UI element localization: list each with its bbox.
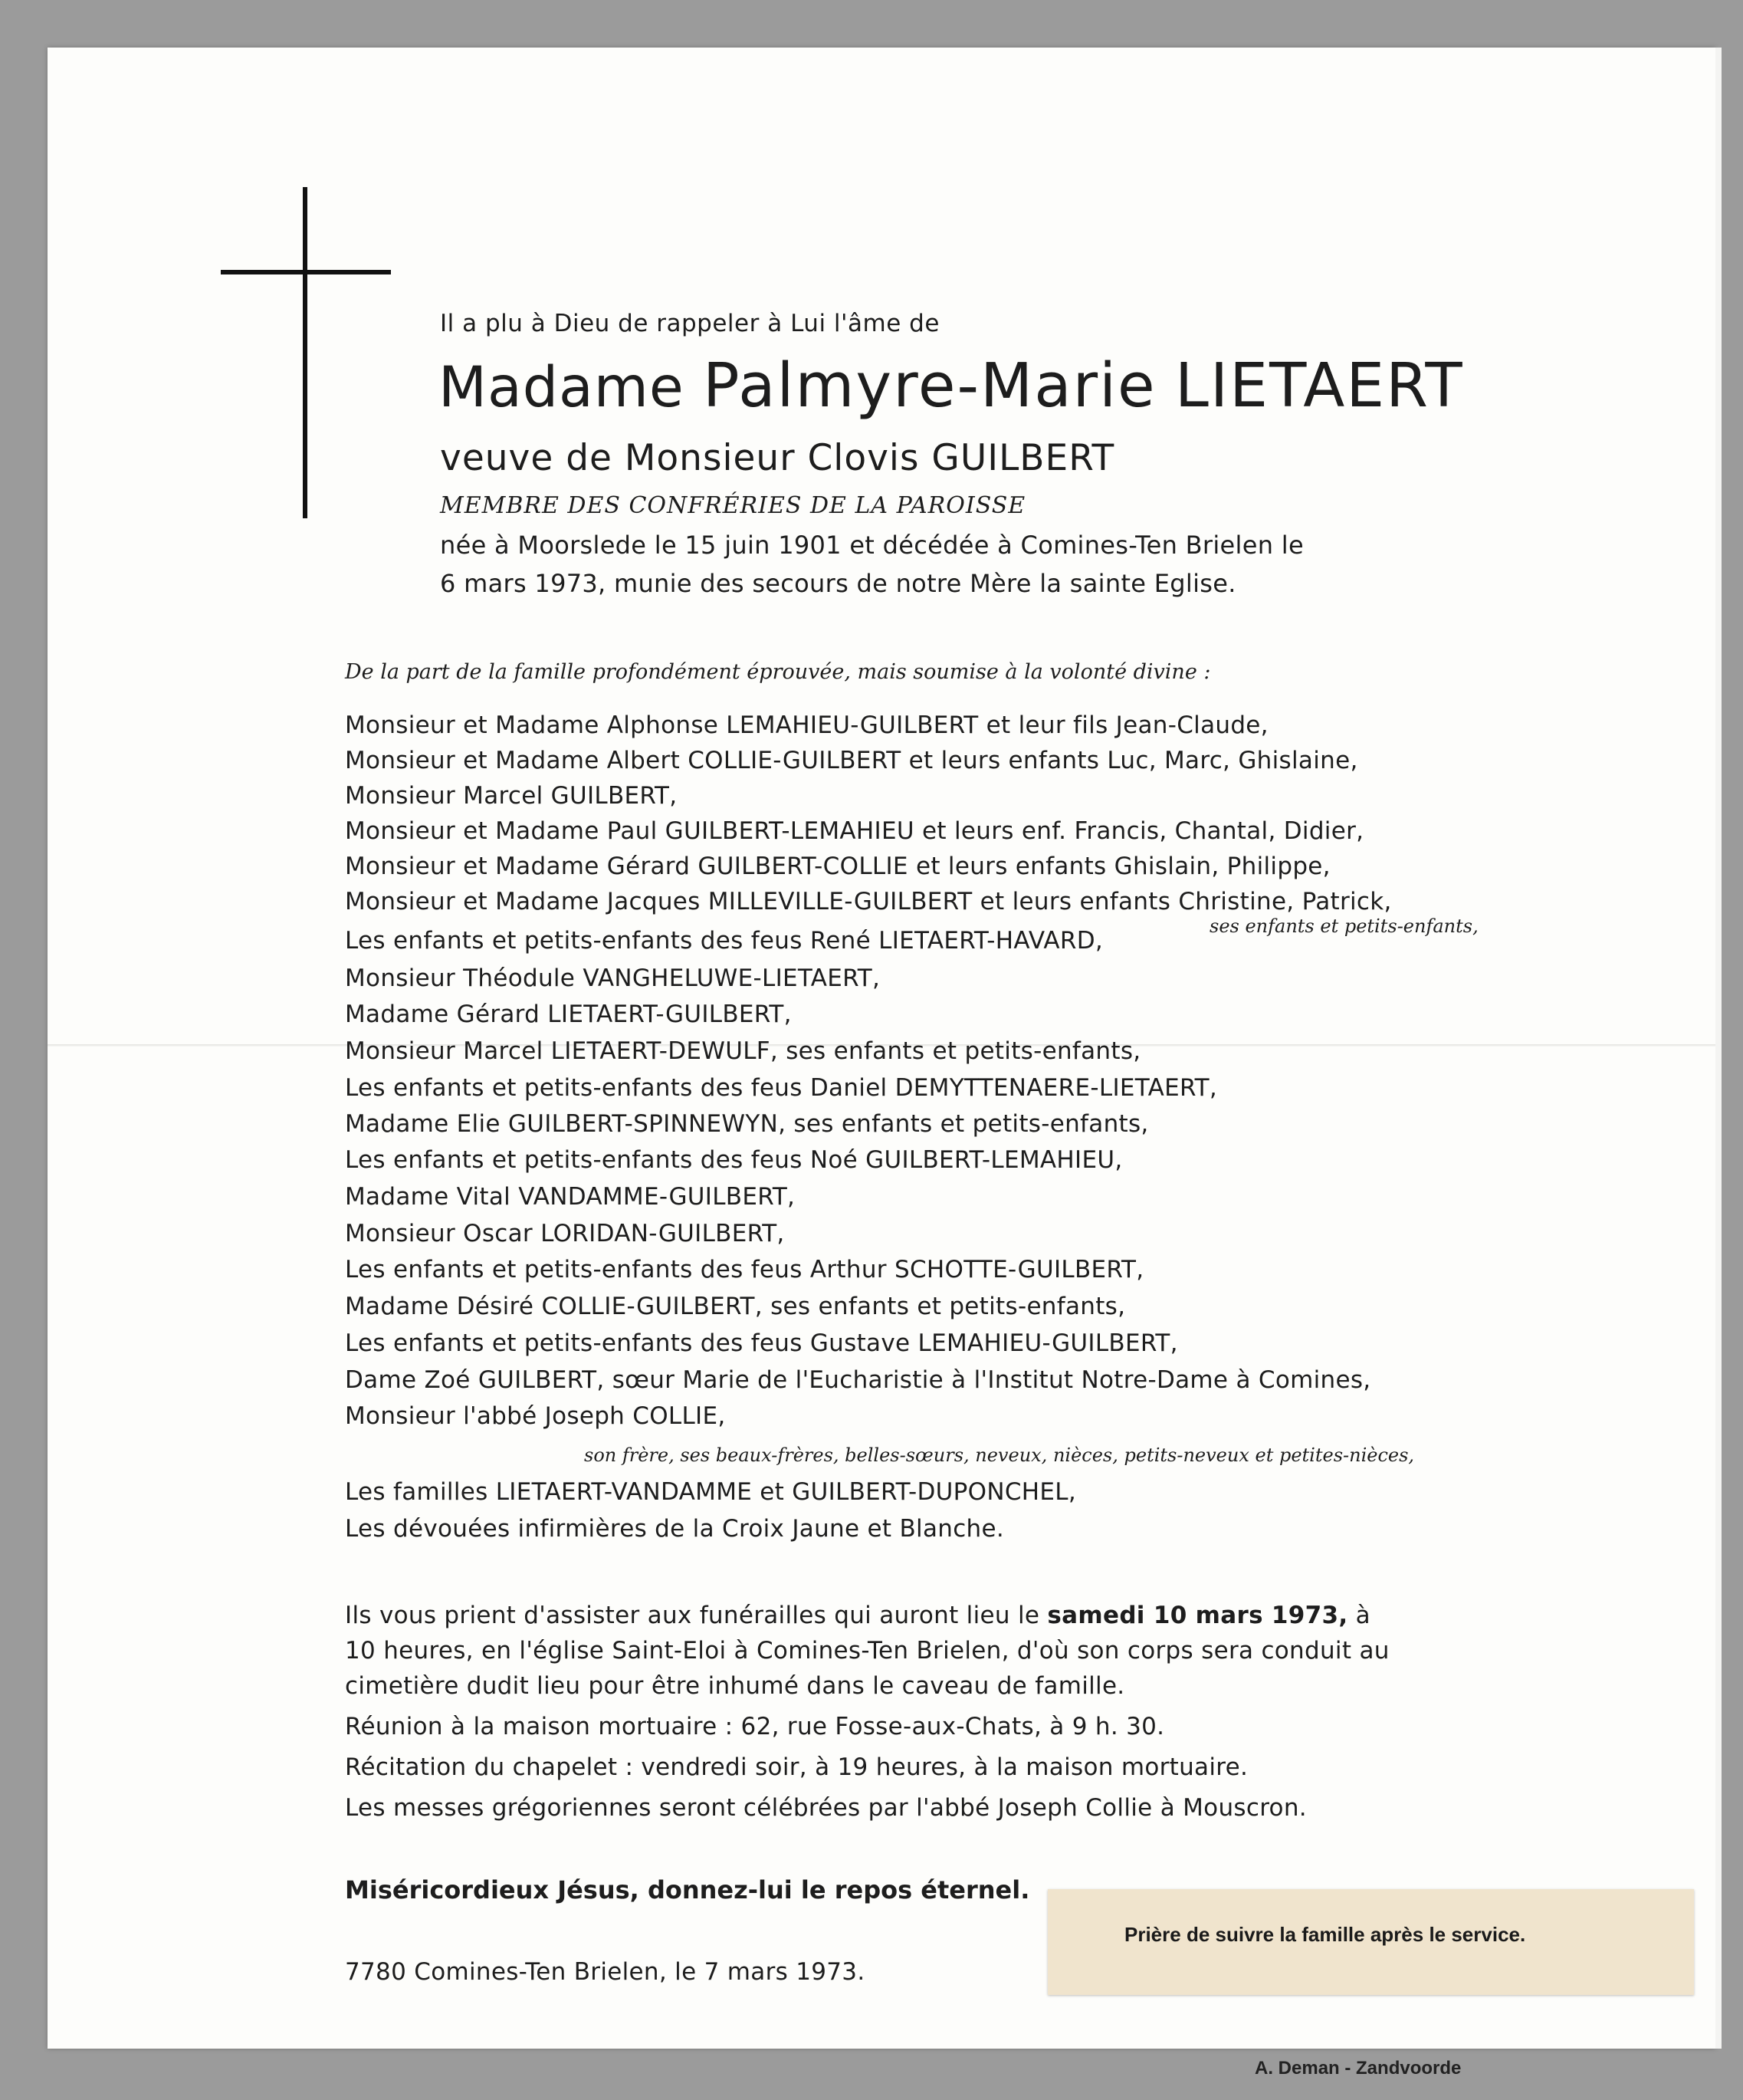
rosary-line: Récitation du chapelet : vendredi soir, à 19 heures, à la maison mortuaire.	[345, 1753, 1249, 1781]
follow-family-slip	[1048, 1889, 1694, 1995]
family-line: Les familles LIETAERT-VANDAMME et GUILBERT-DUPONCHEL,	[345, 1478, 1077, 1506]
birth-line-1: née à Moorslede le 15 juin 1901 et décédée à Comines-Ten Brielen le	[440, 531, 1304, 560]
family-line: Monsieur l'abbé Joseph COLLIE,	[345, 1402, 726, 1430]
funeral-line-2: 10 heures, en l'église Saint-Eloi à Comines-Ten Brielen, d'où son corps sera conduit au	[345, 1637, 1390, 1665]
family-line: Les enfants et petits-enfants des feus René LIETAERT-HAVARD,	[345, 927, 1104, 955]
family-line: Les enfants et petits-enfants des feus Noé GUILBERT-LEMAHIEU,	[345, 1146, 1123, 1174]
intro-text: Il a plu à Dieu de rappeler à Lui l'âme de	[440, 310, 940, 337]
family-line: Madame Vital VANDAMME-GUILBERT,	[345, 1183, 796, 1211]
funeral-text: à	[1355, 1602, 1370, 1629]
family-line: Monsieur et Madame Alphonse LEMAHIEU-GUILBERT et leur fils Jean-Claude,	[345, 712, 1269, 739]
reunion-line: Réunion à la maison mortuaire : 62, rue Fosse-aux-Chats, à 9 h. 30.	[345, 1713, 1165, 1740]
family-line: Madame Elie GUILBERT-SPINNEWYN, ses enfants et petits-enfants,	[345, 1110, 1149, 1138]
prayer-line: Miséricordieux Jésus, donnez-lui le repos éternel.	[345, 1875, 1030, 1904]
family-line: Monsieur Oscar LORIDAN-GUILBERT,	[345, 1220, 785, 1247]
family-line: Les enfants et petits-enfants des feus Daniel DEMYTTENAERE-LIETAERT,	[345, 1074, 1217, 1102]
family-line: Dame Zoé GUILBERT, sœur Marie de l'Eucharistie à l'Institut Notre-Dame à Comines,	[345, 1366, 1371, 1394]
family-line: Monsieur et Madame Paul GUILBERT-LEMAHIEU et leurs enf. Francis, Chantal, Didier,	[345, 817, 1364, 845]
family-line: Madame Gérard LIETAERT-GUILBERT,	[345, 1001, 792, 1028]
follow-family-text: Prière de suivre la famille après le service.	[1124, 1923, 1526, 1946]
family-line: Les enfants et petits-enfants des feus Gustave LEMAHIEU-GUILBERT,	[345, 1329, 1178, 1357]
family-line: Madame Désiré COLLIE-GUILBERT, ses enfants et petits-enfants,	[345, 1293, 1126, 1320]
family-intro: De la part de la famille profondément éprouvée, mais soumise à la volonté divine :	[345, 660, 1211, 684]
name-first: Palmyre-Marie	[703, 350, 1157, 421]
place-date: 7780 Comines-Ten Brielen, le 7 mars 1973.	[345, 1958, 865, 1986]
family-relatives: son frère, ses beaux-frères, belles-sœurs, neveux, nièces, petits-neveux et petites-nièces,	[584, 1444, 1415, 1466]
family-line: Monsieur Marcel GUILBERT,	[345, 782, 678, 810]
family-line: Les dévouées infirmières de la Croix Jaune et Blanche.	[345, 1515, 1005, 1543]
family-line: Monsieur Théodule VANGHELUWE-LIETAERT,	[345, 965, 881, 992]
widow-line: veuve de Monsieur Clovis GUILBERT	[440, 437, 1115, 479]
funeral-line-3: cimetière dudit lieu pour être inhumé dans le caveau de famille.	[345, 1672, 1125, 1700]
funeral-text: Ils vous prient d'assister aux funérailles qui auront lieu le	[345, 1602, 1040, 1629]
family-line: Monsieur Marcel LIETAERT-DEWULF, ses enfants et petits-enfants,	[345, 1037, 1141, 1065]
family-line: Monsieur et Madame Gérard GUILBERT-COLLIE et leurs enfants Ghislain, Philippe,	[345, 853, 1331, 880]
memorial-card	[48, 48, 1715, 2079]
cross-icon-vertical	[303, 187, 307, 518]
birth-line-2: 6 mars 1973, munie des secours de notre Mère la sainte Eglise.	[440, 569, 1236, 598]
name-last: LIETAERT	[1174, 350, 1464, 421]
name-prefix: Madame	[438, 355, 684, 420]
cross-icon-horizontal	[221, 270, 391, 274]
masses-line: Les messes grégoriennes seront célébrées par l'abbé Joseph Collie à Mouscron.	[345, 1794, 1307, 1822]
card-edge	[1715, 48, 1722, 2049]
printer-mark: A. Deman - Zandvoorde	[1255, 2058, 1462, 2079]
membership-line: MEMBRE DES CONFRÉRIES DE LA PAROISSE	[440, 492, 1026, 519]
family-line: Monsieur et Madame Jacques MILLEVILLE-GUILBERT et leurs enfants Christine, Patrick,	[345, 888, 1392, 915]
deceased-name	[438, 350, 1464, 421]
family-note-havard: ses enfants et petits-enfants,	[1210, 915, 1479, 937]
funeral-line-1	[345, 1602, 1370, 1629]
funeral-date: samedi 10 mars 1973,	[1047, 1602, 1348, 1629]
family-line: Monsieur et Madame Albert COLLIE-GUILBERT et leurs enfants Luc, Marc, Ghislaine,	[345, 747, 1358, 774]
family-line: Les enfants et petits-enfants des feus Arthur SCHOTTE-GUILBERT,	[345, 1256, 1144, 1283]
